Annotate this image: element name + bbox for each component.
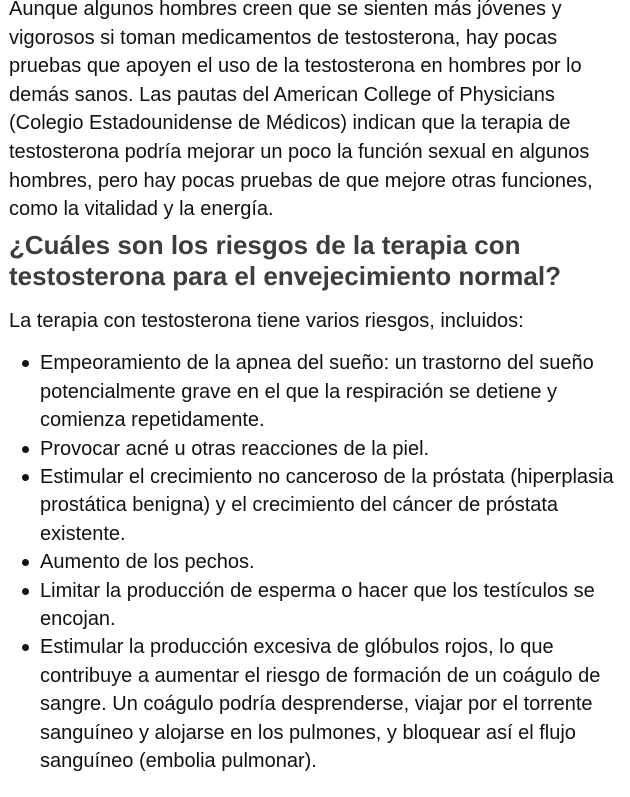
bullet-icon bbox=[22, 446, 29, 453]
risk-item-text: Limitar la producción de esperma o hacer que los testículos se encojan. bbox=[40, 579, 595, 630]
risks-lead-sentence: La terapia con testosterona tiene varios riesgos, incluidos: bbox=[9, 309, 524, 332]
bullet-icon bbox=[22, 474, 29, 481]
bullet-icon bbox=[22, 360, 29, 367]
risk-item bbox=[40, 548, 620, 576]
risk-item-text: Provocar acné u otras reacciones de la piel. bbox=[40, 437, 430, 460]
risk-item bbox=[40, 435, 620, 463]
risk-item-text: Empeoramiento de la apnea del sueño: un trastorno del sueño potencialmente grave en el que la respiración se detiene y comienza repetidamente. bbox=[40, 352, 594, 432]
bullet-icon bbox=[22, 559, 29, 566]
risk-item-text: Estimular el crecimiento no canceroso de la próstata (hiperplasia prostática benigna) y el crecimiento del cáncer de próstata existente. bbox=[40, 465, 614, 545]
section-heading: ¿Cuáles son los riesgos de la terapia con testosterona para el envejecimiento normal? bbox=[9, 229, 561, 291]
risk-item-text: Aumento de los pechos. bbox=[40, 551, 255, 574]
risk-item-text: Estimular la producción excesiva de glóbulos rojos, lo que contribuye a aumentar el riesgo de formación de un coágulo de sangre. Un coágulo podría desprenderse, viajar por el torrente sanguíneo y alojarse en los pulmones, y bloquear así el flujo sanguíneo (embolia pulmonar). bbox=[40, 636, 601, 773]
bullet-icon bbox=[22, 588, 29, 595]
intro-paragraph: Aunque algunos hombres creen que se sienten más jóvenes y vigorosos si toman medicamentos de testosterona, hay pocas pruebas que apoyen el uso de la testosterona en hombres por lo demás sanos. Las pautas del American College of Physicians (Colegio Estadounidense de Médicos) indican que la terapia de testosterona podría mejorar un poco la función sexual en algunos hombres, pero hay pocas pruebas de que mejore otras funciones, como la vitalidad y la energía. bbox=[9, 0, 593, 221]
risk-item bbox=[40, 577, 620, 634]
risk-item bbox=[40, 463, 620, 548]
risks-list bbox=[9, 349, 620, 775]
risk-item bbox=[40, 633, 620, 775]
risk-item bbox=[40, 349, 620, 434]
bullet-icon bbox=[22, 644, 29, 651]
